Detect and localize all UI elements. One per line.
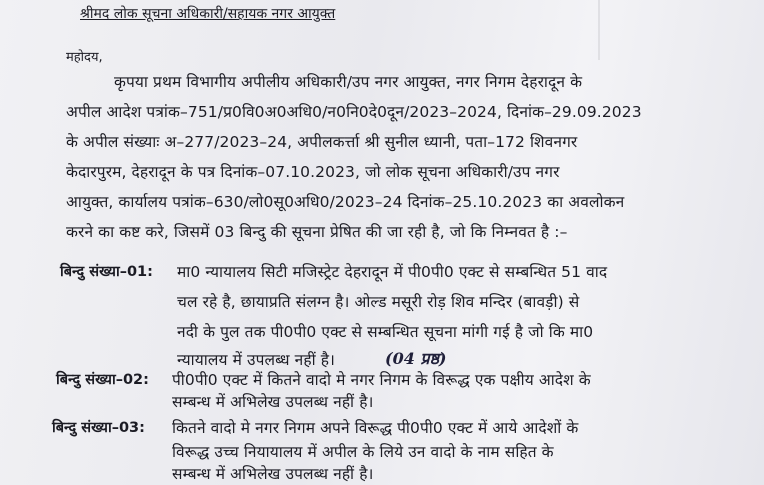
body-line: कृपया प्रथम विभागीय अपीलीय अधिकारी/उप नगर आयुक्त, नगर निगम देहरादून के [114,73,583,91]
point-line: पी0पी0 एक्ट में कितने वादो मे नगर निगम के विरूद्ध एक पक्षीय आदेश के [172,371,591,389]
handwritten-page-note: (04 प्रष्ठ) [385,349,447,368]
body-line: केदारपुरम, देहरादून के पत्र दिनांक–07.10.2023, जो लोक सूचना अधिकारी/उप नगर [66,163,560,181]
point-line: विरूद्ध उच्च नियायालय में अपील के लिये उन वादो के नाम सहित के [172,443,554,461]
point-line: सम्बन्ध में अभिलेख उपलब्ध नहीं है। [172,393,374,411]
point-line: नदी के पुल तक पी0पी0 एक्ट से सम्बन्धित सूचना मांगी गई है जो कि मा0 [177,323,594,341]
point-line: कितने वादो मे नगर निगम अपने विरूद्ध पी0पी0 एक्ट में आये आदेशों के [172,419,579,437]
point-line: सम्बन्ध में अभिलेख उपलब्ध नहीं है। [172,465,374,483]
point-line: मा0 न्यायालय सिटी मजिस्ट्रेट देहरादून में पी0पी0 एक्ट से सम्बन्धित 51 वाद [177,263,608,281]
point-line: न्यायालय में उपलब्ध नहीं है। [177,351,336,369]
point-label-01: बिन्दु संख्या–01: [60,264,153,280]
point-line: चल रहे है, छायाप्रति संलग्न है। ओल्ड मसूरी रोड़ शिव मन्दिर (बावड़ी) से [177,293,580,311]
point-label-02: बिन्दु संख्या–02: [56,372,149,388]
body-line: अपील आदेश पत्रांक–751/प्र0वि0अ0अधि0/न0नि0दे0दून/2023–2024, दिनांक–29.09.2023 [66,103,642,121]
point-label-03: बिन्दु संख्या–03: [52,420,145,436]
paper-fold [598,0,600,60]
body-line: आयुक्त, कार्यालय पत्रांक–630/लो0सू0अधि0/2023–24 दिनांक–25.10.2023 का अवलोकन [66,193,625,211]
salutation: महोदय, [66,50,103,65]
body-line: करने का कष्ट करे, जिसमें 03 बिन्दु की सूचना प्रेषित की जा रही है, जो कि निम्नवत है :– [66,223,568,241]
addressee-header: श्रीमद लोक सूचना अधिकारी/सहायक नगर आयुक्त [80,6,336,22]
body-line: के अपील संख्याः अ–277/2023–24, अपीलकर्त्ता श्री सुनील ध्यानी, पता–172 शिवनगर [66,133,578,151]
